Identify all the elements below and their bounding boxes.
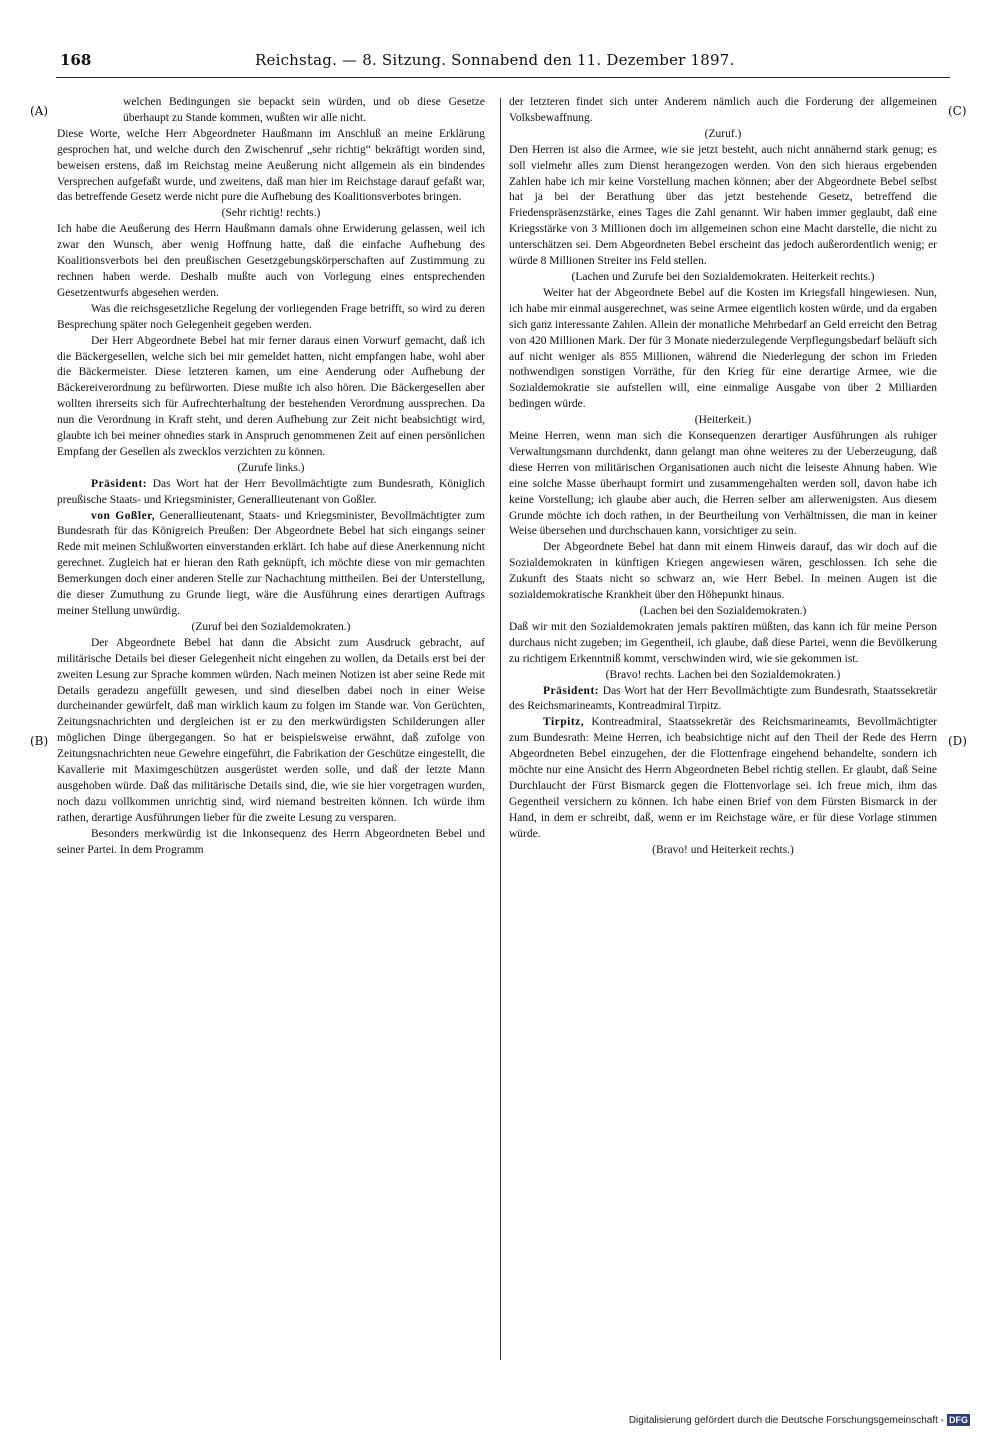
paragraph-text: welchen Bedingungen sie bepackt sein würden, und ob diese Gesetze überhaupt zu Stande kommen, wußten wir alle nicht. — [123, 96, 485, 124]
paragraph — [57, 509, 485, 620]
right-column — [509, 95, 937, 859]
margin-mark-c: (C) — [948, 104, 967, 118]
stage-direction — [57, 461, 485, 477]
paragraph-text: Besonders merkwürdig ist die Inkonsequenz des Herrn Abgeordneten Bebel und seiner Partei. In dem Programm — [57, 827, 485, 856]
paragraph — [509, 286, 937, 413]
paragraph — [57, 302, 485, 334]
column-divider — [500, 98, 501, 1360]
stage-direction — [509, 843, 937, 859]
stage-direction — [509, 413, 937, 429]
paragraph — [57, 95, 485, 127]
stage-direction — [509, 604, 937, 620]
paragraph-text: Das Wort hat der Herr Bevollmächtigte zum Bundesrath, Königlich preußische Staats- und Kriegsminister, Generallieutenant von Goßler. — [57, 477, 486, 506]
footer-credit — [629, 1414, 970, 1426]
paragraph-text: (Zuruf.) — [704, 127, 742, 140]
margin-mark-b: (B) — [30, 734, 49, 748]
paragraph-text: (Bravo! und Heiterkeit rechts.) — [652, 843, 794, 856]
speaker-name: Präsident: — [91, 477, 148, 490]
paragraph-text: Diese Worte, welche Herr Abgeordneter Haußmann im Anschluß an meine Erklärung gesprochen hat, und welche durch den Zwischenruf „sehr richtig“ bekräftigt worden sind, beweisen erstens, daß im Reichstag meine Aeußerung nicht allgemein als ein bindendes Versprechen aufgefaßt wurde, und zweitens, daß man hier im Reichstage darauf gefaßt war, das betreffende Gesetz werde nicht pure die Aufhebung des Koalitionsverbotes bringen. — [57, 127, 485, 204]
paragraph-text: Den Herren ist also die Armee, wie sie jetzt besteht, auch nicht annähernd stark genug; es soll vielmehr alles zum Dienst herangezogen werden. Von den sich hieraus ergebenden Zahlen habe ich mir keine Vorstellung machen können; aber der Abgeordnete Bebel selbst hat ja bei der Berathung über das jetzt bestehende Gesetz, betreffend die Friedenspräsenzstärke, eines Tages die Zahl genannt. Wir haben immer geglaubt, daß eine Kriegsstärke von 3 Millionen doch im allgemeinen schon eine Macht darstelle, die nicht zu unterschätzen sei. Dem Abgeordneten Bebel erscheint das jedoch außerordentlich wenig; er würde 8 Millionen Streiter ins Feld stellen. — [509, 143, 937, 268]
running-title: Reichstag. — 8. Sitzung. Sonnabend den 11. Dezember 1897. — [255, 51, 735, 69]
footer-text: Digitalisierung gefördert durch die Deutsche Forschungsgemeinschaft - — [628, 1415, 944, 1426]
page-number: 168 — [60, 51, 92, 69]
paragraph — [57, 222, 485, 302]
dfg-logo: DFG — [949, 1415, 968, 1425]
margin-mark-a: (A) — [30, 104, 49, 118]
paragraph-text: Der Abgeordnete Bebel hat dann die Absicht zum Ausdruck gebracht, auf militärische Details bei dieser Gelegenheit nicht eingehen zu wollen, da Details erst bei der zweiten Lesung zur Sprache kommen würden. Nach meinen Notizen ist aber seine Rede mit Details geradezu angefüllt gewesen, und sind dieselben dabei noch in einer Weise durcheinander gewürfelt, daß man wirklich kaum zu folgen im Stande war. Von Gerüchten, Zeitungsnachrichten und dergleichen ist er zu den merkwürdigsten Schilderungen aller möglichen Dinge übergegangen. So hat er beispielsweise erwähnt, daß zufolge von Zeitungsnachrichten neue Gewehre eingeführt, die Fabrikation der Geschütze eingestellt, die Kavallerie mit Maximgeschützen ausgerüstet werden solle, und daß der letzte Mann ausgehoben würde. Daß das militärische Details sind, die, wie sie hier vorgetragen wurden, noch dazu vollkommen unrichtig sind, wird niemand bestreiten können. Ich würde ihm rathen, derartige Ausführungen lieber für die zweite Lesung zu versparen. — [57, 636, 485, 824]
paragraph-text: Der Herr Abgeordnete Bebel hat mir ferner daraus einen Vorwurf gemacht, daß ich die Bäckergesellen, welche sich bei mir gemeldet hatten, nicht empfangen habe, wohl aber die Bäckermeister. Diese letzteren kamen, um eine Aenderung oder Aufhebung der Bäckereiverordnung zu befürworten. Diese mußte ich also hören. Die Bäckergesellen aber wollten ihrerseits sich für Aufrechterhaltung der bestehenden Verordnung aussprechen. Da nun die Verordnung in Kraft steht, und deren Aufhebung zur Zeit nicht beabsichtigt wird, glaubte ich bei meiner ohnedies stark in Anspruch genommenen Zeit auf einen persönlichen Empfang der Gesellen als zwecklos verzichten zu können. — [57, 334, 485, 458]
paragraph — [57, 127, 485, 207]
left-column — [57, 95, 485, 859]
paragraph — [57, 477, 485, 509]
paragraph-text: (Heiterkeit.) — [694, 414, 752, 427]
paragraph-text: Daß wir mit den Sozialdemokraten jemals paktiren müßten, das kann ich für meine Person durchaus nicht zugeben; im Gegentheil, ich glaube, daß diese Partei, wenn die Bevölkerung zu richtigem Erkenntniß kommt, verschwinden wird, wie sie gekommen ist. — [509, 620, 937, 665]
paragraph-text: (Zuruf bei den Sozialdemokraten.) — [191, 620, 351, 633]
running-header — [60, 48, 950, 72]
paragraph-text: (Lachen und Zurufe bei den Sozialdemokraten. Heiterkeit rechts.) — [571, 270, 875, 283]
paragraph-text: (Sehr richtig! rechts.) — [221, 207, 321, 220]
paragraph-text: Generallieutenant, Staats- und Kriegsminister, Bevollmächtigter zum Bundesrath für das Königreich Preußen: Der Abgeordnete Bebel hat sich eingangs seiner Rede mit meinen Schlußworten einverstanden erklärt. Ich habe auf diese Anerkennung nicht gerechnet. Zugleich hat er hieran den Rath geknüpft, ich möchte diese von mir gemachten Bemerkungen doch einer anderen Stelle zur Nachachtung mittheilen. Bei der Unterstellung, die dieser Zumuthung zu Grunde liegt, wäre die Ausführung eines derartigen Auftrags meiner Stellung unwürdig. — [57, 509, 486, 617]
paragraph-text: Weiter hat der Abgeordnete Bebel auf die Kosten im Kriegsfall hingewiesen. Nun, ich habe mir einmal ausgerechnet, was seine Armee eigentlich kosten würde, und da ergaben sich ganz interessante Zahlen. Allein der monatliche Mehrbedarf an Geld erreicht den Betrag von 420 Millionen Mark. Der für 3 Monate niederzulegende Verpflegungsbedarf beläuft sich auf nicht weniger als 855 Millionen, während die Niederlegung der schon im Frieden nothwendigen sonstigen Vorräthe, für den Krieg für eine derartige Armee, wie die Sozialdemokratie sie aufstellen will, eine einmalige Ausgabe von über 2 Milliarden bedingen würde. — [509, 286, 937, 411]
margin-mark-d: (D) — [948, 734, 967, 748]
header-rule — [56, 77, 950, 78]
stage-direction — [509, 270, 937, 286]
paragraph-text: (Lachen bei den Sozialdemokraten.) — [639, 605, 807, 617]
paragraph-text: Der Abgeordnete Bebel hat dann mit einem Hinweis darauf, das wir doch auf die Sozialdemokraten in künftigen Kriegen angewiesen wären, geschlossen. Ich sehe die Zukunft des Staats nicht so schwarz an, wie Herr Bebel. In meinen Augen ist die sozialdemokratische Krankheit über den Höhepunkt hinaus. — [509, 541, 937, 602]
stage-direction — [509, 127, 937, 143]
paragraph-text: (Bravo! rechts. Lachen bei den Sozialdemokraten.) — [605, 668, 841, 681]
paragraph — [57, 334, 485, 461]
paragraph — [57, 636, 485, 827]
stage-direction — [57, 620, 485, 636]
paragraph — [509, 715, 937, 842]
paragraph — [509, 95, 937, 127]
paragraph — [509, 540, 937, 604]
paragraph — [509, 429, 937, 540]
paragraph — [509, 620, 937, 668]
paragraph-text: Meine Herren, wenn man sich die Konsequenzen derartiger Ausführungen als ruhiger Verwaltungsmann durchdenkt, dann gelangt man ohne weiteres zu der Ueberzeugung, daß diese Herren von militärischen Organisationen auch nicht die leiseste Ahnung haben. Wie eine solche Masse überhaupt formirt und zusammengehalten werden soll, davon habe ich keine Vorstellung; ich glaube aber auch, die Herren selber am allerwenigsten. Aus diesem Grunde möchte ich doch rathen, in der Beurtheilung von Verhältnissen, die man in keiner Weise übersehen und durchschauen kann, vorsichtiger zu sein. — [509, 430, 937, 538]
paragraph-text: Kontreadmiral, Staatssekretär des Reichsmarineamts, Bevollmächtigter zum Bundesrath: Meine Herren, ich beabsichtige nicht auf den Theil der Rede des Herrn Abgeordneten Bebel einzugehen, der die Flottenfrage eingehend behandelte, sondern ich möchte nur eine Ansicht des Herrn Abgeordneten Bebel richtig stellen. Er glaubt, daß Seine Durchlaucht der Fürst Bismarck gegen die Flottenvorlage sei. Ich freue mich, ihm das Gegentheil versichern zu können. Ich habe einen Brief von dem Fürsten Bismarck in der Hand, in dem er schreibt, daß, wenn er im Reichstage wäre, er für diese Vorlage stimmen würde. — [509, 716, 937, 840]
paragraph-text: (Zurufe links.) — [237, 461, 305, 474]
stage-direction — [509, 668, 937, 684]
paragraph-text: Das Wort hat der Herr Bevollmächtigte zum Bundesrath, Staatssekretär des Reichsmarineamts, Kontreadmiral Tirpitz. — [509, 684, 938, 713]
speaker-name: Präsident: — [543, 684, 600, 697]
paragraph-text: Was die reichsgesetzliche Regelung der vorliegenden Frage betrifft, so wird zu deren Besprechung später noch Gelegenheit gegeben werden. — [57, 302, 485, 331]
paragraph — [57, 827, 485, 859]
stage-direction — [57, 206, 485, 222]
paragraph — [509, 143, 937, 270]
paragraph-text: Ich habe die Aeußerung des Herrn Haußmann damals ohne Erwiderung gelassen, weil ich zwar den Wunsch, aber wenig Hoffnung hatte, daß die einfache Aufhebung des Koalitionsverbots bei den preußischen Gesetzgebungskörperschaften auf Zustimmung zu rechnen haben werde. Deshalb mußte auch von Vorlegung eines entsprechenden Gesetzentwurfs abgesehen werden. — [57, 223, 485, 299]
speaker-name: Tirpitz, — [543, 716, 585, 729]
paragraph-text: der letzteren findet sich unter Anderem nämlich auch die Forderung der allgemeinen Volksbewaffnung. — [509, 96, 937, 124]
paragraph — [509, 684, 937, 716]
speaker-name: von Goßler, — [91, 509, 156, 522]
